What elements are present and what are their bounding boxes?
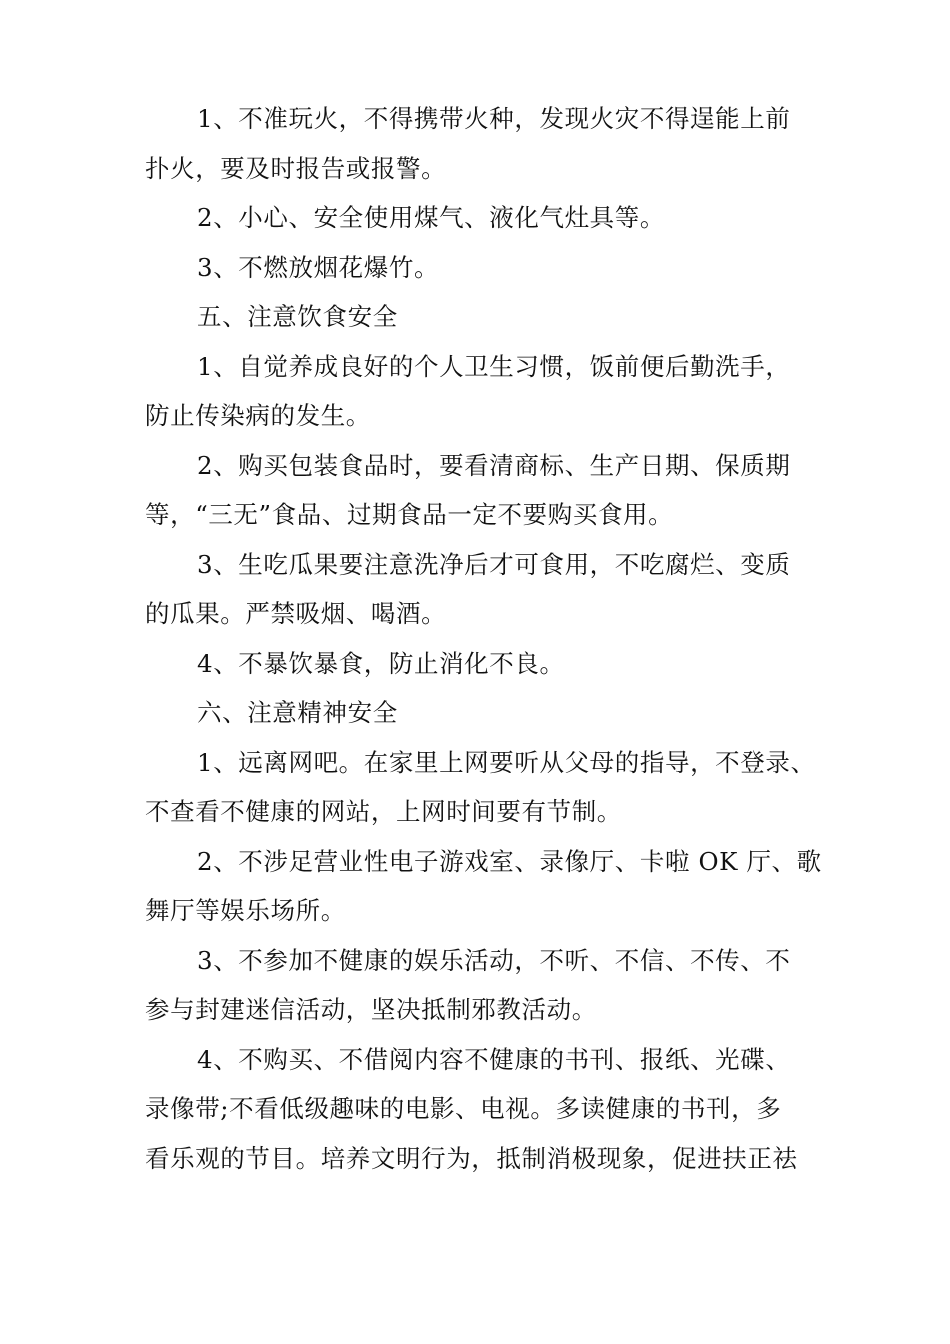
text-line: 不查看不健康的网站，上网时间要有节制。: [145, 797, 622, 826]
paragraph-fire-1: [145, 94, 810, 193]
text-line: 2、购买包装食品时，要看清商标、生产日期、保质期: [197, 450, 791, 480]
text-line: 防止传染病的发生。: [145, 401, 371, 430]
text-line: 4、不暴饮暴食，防止消化不良。: [197, 648, 565, 678]
text-line: 的瓜果。严禁吸烟、喝酒。: [145, 599, 447, 628]
text-line: 扑火，要及时报告或报警。: [145, 153, 447, 183]
text-line: 2、不涉足营业性电子游戏室、录像厅、卡啦 OK 厅、歌: [197, 846, 822, 876]
section-heading-mental-safety: [145, 688, 810, 738]
text-line: 1、自觉养成良好的个人卫生习惯，饭前便后勤洗手，: [197, 351, 791, 381]
text-line: 参与封建迷信活动，坚决抵制邪教活动。: [145, 995, 597, 1024]
text-line: 3、不参加不健康的娱乐活动，不听、不信、不传、不: [197, 945, 791, 975]
paragraph-mental-2: [145, 837, 822, 936]
text-line: 3、生吃瓜果要注意洗净后才可食用，不吃腐烂、变质: [197, 549, 791, 579]
text-line: 1、不准玩火，不得携带火种，发现火灾不得逞能上前: [197, 104, 791, 133]
text-line: 4、不购买、不借阅内容不健康的书刊、报纸、光碟、: [197, 1044, 791, 1074]
paragraph-food-3: [145, 540, 810, 639]
text-line: 3、不燃放烟花爆竹。: [197, 252, 440, 282]
text-line: 五、注意饮食安全: [197, 302, 398, 331]
document-body: [145, 94, 822, 1183]
text-line: 等，“三无”食品、过期食品一定不要购买食用。: [145, 500, 674, 529]
paragraph-fire-2: [145, 193, 810, 243]
paragraph-mental-4: [145, 1035, 810, 1184]
text-line: 看乐观的节目。培养文明行为，抵制消极现象，促进扶正祛: [145, 1143, 798, 1173]
paragraph-food-4: [145, 639, 810, 689]
text-line: 1、远离网吧。在家里上网要听从父母的指导，不登录、: [197, 747, 816, 777]
section-heading-food-safety: [145, 292, 810, 342]
text-line: 六、注意精神安全: [197, 698, 398, 727]
paragraph-mental-1: [145, 738, 816, 837]
text-line: 2、小心、安全使用煤气、液化气灶具等。: [197, 203, 665, 232]
paragraph-fire-3: [145, 243, 810, 293]
paragraph-food-2: [145, 441, 810, 540]
text-line: 舞厅等娱乐场所。: [145, 896, 346, 925]
paragraph-mental-3: [145, 936, 810, 1035]
text-line: 录像带;不看低级趣味的电影、电视。多读健康的书刊，多: [145, 1094, 782, 1123]
paragraph-food-1: [145, 342, 810, 441]
